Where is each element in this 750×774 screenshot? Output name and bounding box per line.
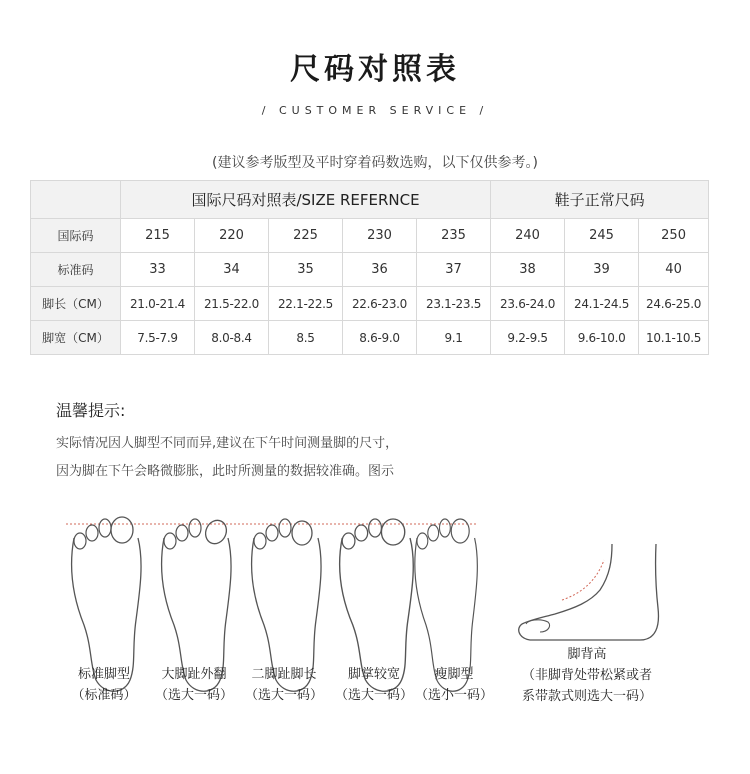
table-row [31, 219, 709, 253]
row-label: 脚宽（CM） [31, 321, 121, 355]
page-title: 尺码对照表 [290, 52, 460, 87]
table-side-title: 鞋子正常尺码 [491, 181, 709, 219]
table-cell: 21.5-22.0 [195, 287, 269, 321]
table-row [31, 253, 709, 287]
table-cell: 9.2-9.5 [491, 321, 565, 355]
table-cell: 23.6-24.0 [491, 287, 565, 321]
table-cell: 40 [639, 253, 709, 287]
foot-label-slim: 瘦脚型 （选小一码） [414, 667, 493, 703]
table-cell: 22.6-23.0 [343, 287, 417, 321]
tips-title: 温馨提示: [56, 401, 126, 420]
row-label: 国际码 [31, 219, 121, 253]
foot-label-high-instep: 脚背高 （非脚背处带松紧或者 系带款式则选大一码） [521, 647, 652, 704]
foot-label-wide: 脚掌较宽 （选大一码） [334, 667, 413, 703]
table-cell: 22.1-22.5 [269, 287, 343, 321]
table-cell: 24.6-25.0 [639, 287, 709, 321]
foot-label-standard: 标准脚型 （标准码） [71, 667, 137, 703]
table-cell: 8.0-8.4 [195, 321, 269, 355]
table-cell: 39 [565, 253, 639, 287]
foot-label-bunion: 大脚趾外翻 （选大一码） [154, 667, 233, 703]
table-cell: 225 [269, 219, 343, 253]
table-row [31, 321, 709, 355]
table-cell: 7.5-7.9 [121, 321, 195, 355]
table-cell: 215 [121, 219, 195, 253]
tips-line: 实际情况因人脚型不同而异,建议在下午时间测量脚的尺寸， [56, 436, 399, 451]
table-cell: 9.6-10.0 [565, 321, 639, 355]
table-cell: 21.0-21.4 [121, 287, 195, 321]
table-cell: 240 [491, 219, 565, 253]
table-cell: 34 [195, 253, 269, 287]
table-cell: 8.6-9.0 [343, 321, 417, 355]
size-note: (建议参考版型及平时穿着码数选购，以下仅供参考。) [212, 155, 538, 171]
row-label: 脚长（CM） [31, 287, 121, 321]
table-cell: 250 [639, 219, 709, 253]
size-table [30, 180, 709, 355]
foot-label-long-second-toe: 二脚趾脚长 （选大一码） [244, 667, 323, 703]
table-cell: 24.1-24.5 [565, 287, 639, 321]
table-cell: 245 [565, 219, 639, 253]
foot-high-instep-icon [519, 544, 659, 640]
row-label: 标准码 [31, 253, 121, 287]
table-header-row [31, 181, 709, 219]
table-cell: 35 [269, 253, 343, 287]
table-row [31, 287, 709, 321]
table-cell: 37 [417, 253, 491, 287]
table-corner-cell [31, 181, 121, 219]
table-cell: 36 [343, 253, 417, 287]
table-cell: 23.1-23.5 [417, 287, 491, 321]
table-cell: 9.1 [417, 321, 491, 355]
table-cell: 235 [417, 219, 491, 253]
table-cell: 220 [195, 219, 269, 253]
table-cell: 8.5 [269, 321, 343, 355]
table-cell: 33 [121, 253, 195, 287]
page-subtitle: / CUSTOMER SERVICE / [261, 104, 489, 117]
table-cell: 38 [491, 253, 565, 287]
tips-line: 因为脚在下午会略微膨胀，此时所测量的数据较准确。图示 [56, 464, 395, 479]
table-title: 国际尺码对照表/SIZE REFERNCE [121, 181, 491, 219]
table-cell: 10.1-10.5 [639, 321, 709, 355]
table-cell: 230 [343, 219, 417, 253]
